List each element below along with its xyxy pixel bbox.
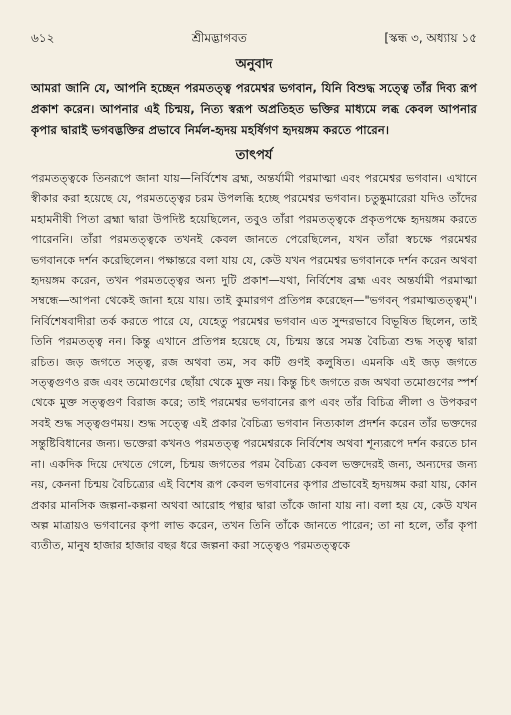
- translation-section: [31, 56, 477, 141]
- purport-section: [31, 147, 477, 557]
- translation-heading: অনুবাদ: [235, 57, 273, 72]
- page-number: ৬১২: [31, 31, 55, 45]
- translation-text: আমরা জানি যে, আপনি হচ্ছেন পরমতত্ত্ব পরমেশ্বর ভগবান, যিনি বিশুদ্ধ সত্ত্বে তাঁর দিব্য রূপ প্রকাশ করেন। আপনার এই চিন্ময়, নিত্য স্বরূপ অপ্রতিহত ভক্তির মাধ্যমে লব্ধ কেবল আপনার কৃপার দ্বারাই ভগবদ্ভক্তির প্রভাবে নির্মল-হৃদয় মহর্ষিগণ হৃদয়ঙ্গম করতে পারেন।: [31, 81, 477, 137]
- purport-text: পরমতত্ত্বকে তিনরূপে জানা যায়—নির্বিশেষ ব্রহ্ম, অন্তর্যামী পরমাত্মা এবং পরমেশ্বর ভগবান। এখানে স্বীকার করা হয়েছে যে, পরমতত্ত্বের চরম উপলব্ধি হচ্ছে পরমেশ্বর ভগবান। চতুষ্কুমারেরা যদিও তাঁদের মহামনীষী পিতা ব্রহ্মা দ্বারা উপদিষ্ট হয়েছিলেন, তবুও তাঁরা পরমতত্ত্বকে প্রকৃতপক্ষে হৃদয়ঙ্গম করতে পারেননি। তাঁরা পরমতত্ত্বকে তখনই কেবল জানতে পেরেছিলেন, যখন তাঁরা স্বচক্ষে পরমেশ্বর ভগবানকে দর্শন করেছিলেন। পক্ষান্তরে বলা যায় যে, কেউ যখন পরমেশ্বর ভগবানকে দর্শন করেন অথবা হৃদয়ঙ্গম করেন, তখন পরমতত্ত্বের অন্য দুটি প্রকাশ—যথা, নির্বিশেষ ব্রহ্ম এবং অন্তর্যামী পরমাত্মা সম্বন্ধে—আপনা থেকেই জানা হয়ে যায়। তাই কুমারগণ প্রতিপন্ন করেছেন—"ভগবন্ পরমাত্মতত্ত্বম্"। নির্বিশেষবাদীরা তর্ক করতে পারে যে, যেহেতু পরমেশ্বর ভগবান এত সুন্দরভাবে বিভূষিত ছিলেন, তাই তিনি পরমতত্ত্ব নন। কিন্তু এখানে প্রতিপন্ন হয়েছে যে, চিন্ময় স্তরে সমস্ত বৈচিত্র্য শুদ্ধ সত্ত্ব দ্বারা রচিত। জড় জগতে সত্ত্ব, রজ অথবা তম, সব কটি গুণই কলুষিত। এমনকি এই জড় জগতে সত্ত্বগুণও রজ এবং তমোগুণের ছোঁয়া থেকে মুক্ত নয়। কিন্তু চিৎ জগতে রজ অথবা তমোগুণের স্পর্শ থেকে মুক্ত সত্ত্বগুণ বিরাজ করে; তাই পরমেশ্বর ভগবানের রূপ এবং তাঁর বিচিত্র লীলা ও উপকরণ সবই শুদ্ধ সত্ত্বগুণময়। শুদ্ধ সত্ত্বে এই প্রকার বৈচিত্র্য ভগবান নিত্যকাল প্রদর্শন করেন তাঁর ভক্তদের সন্তুষ্টিবিধানের জন্য। ভক্তেরা কখনও পরমতত্ত্ব পরমেশ্বরকে নির্বিশেষ অথবা শূন্যরূপে দর্শন করতে চান না। একদিক দিয়ে দেখতে গেলে, চিন্ময় জগতের পরম বৈচিত্র্য কেবল ভক্তদেরই জন্য, অন্যদের জন্য নয়, কেননা চিন্ময় বৈচিত্র্যের এই বিশেষ রূপ কেবল ভগবানের কৃপার প্রভাবেই হৃদয়ঙ্গম করা যায়, কোন প্রকার মানসিক জল্পনা-কল্পনা অথবা আরোহ পন্থার দ্বারা তাঁকে জানা যায় না। বলা হয় যে, কেউ যখন অল্প মাত্রায়ও ভগবানের কৃপা লাভ করেন, তখন তিনি তাঁকে জানতে পারেন; তা না হলে, তাঁর কৃপা ব্যতীত, মানুষ হাজার হাজার বছর ধরে জল্পনা করা সত্ত্বেও পরমতত্ত্বকে: [31, 172, 477, 553]
- book-title: শ্রীমদ্ভাগবত: [191, 31, 247, 45]
- page-header: [31, 30, 477, 46]
- chapter-reference: [স্কন্ধ ৩, অধ্যায় ১৫: [384, 31, 477, 45]
- purport-heading: তাৎপর্য: [235, 148, 273, 163]
